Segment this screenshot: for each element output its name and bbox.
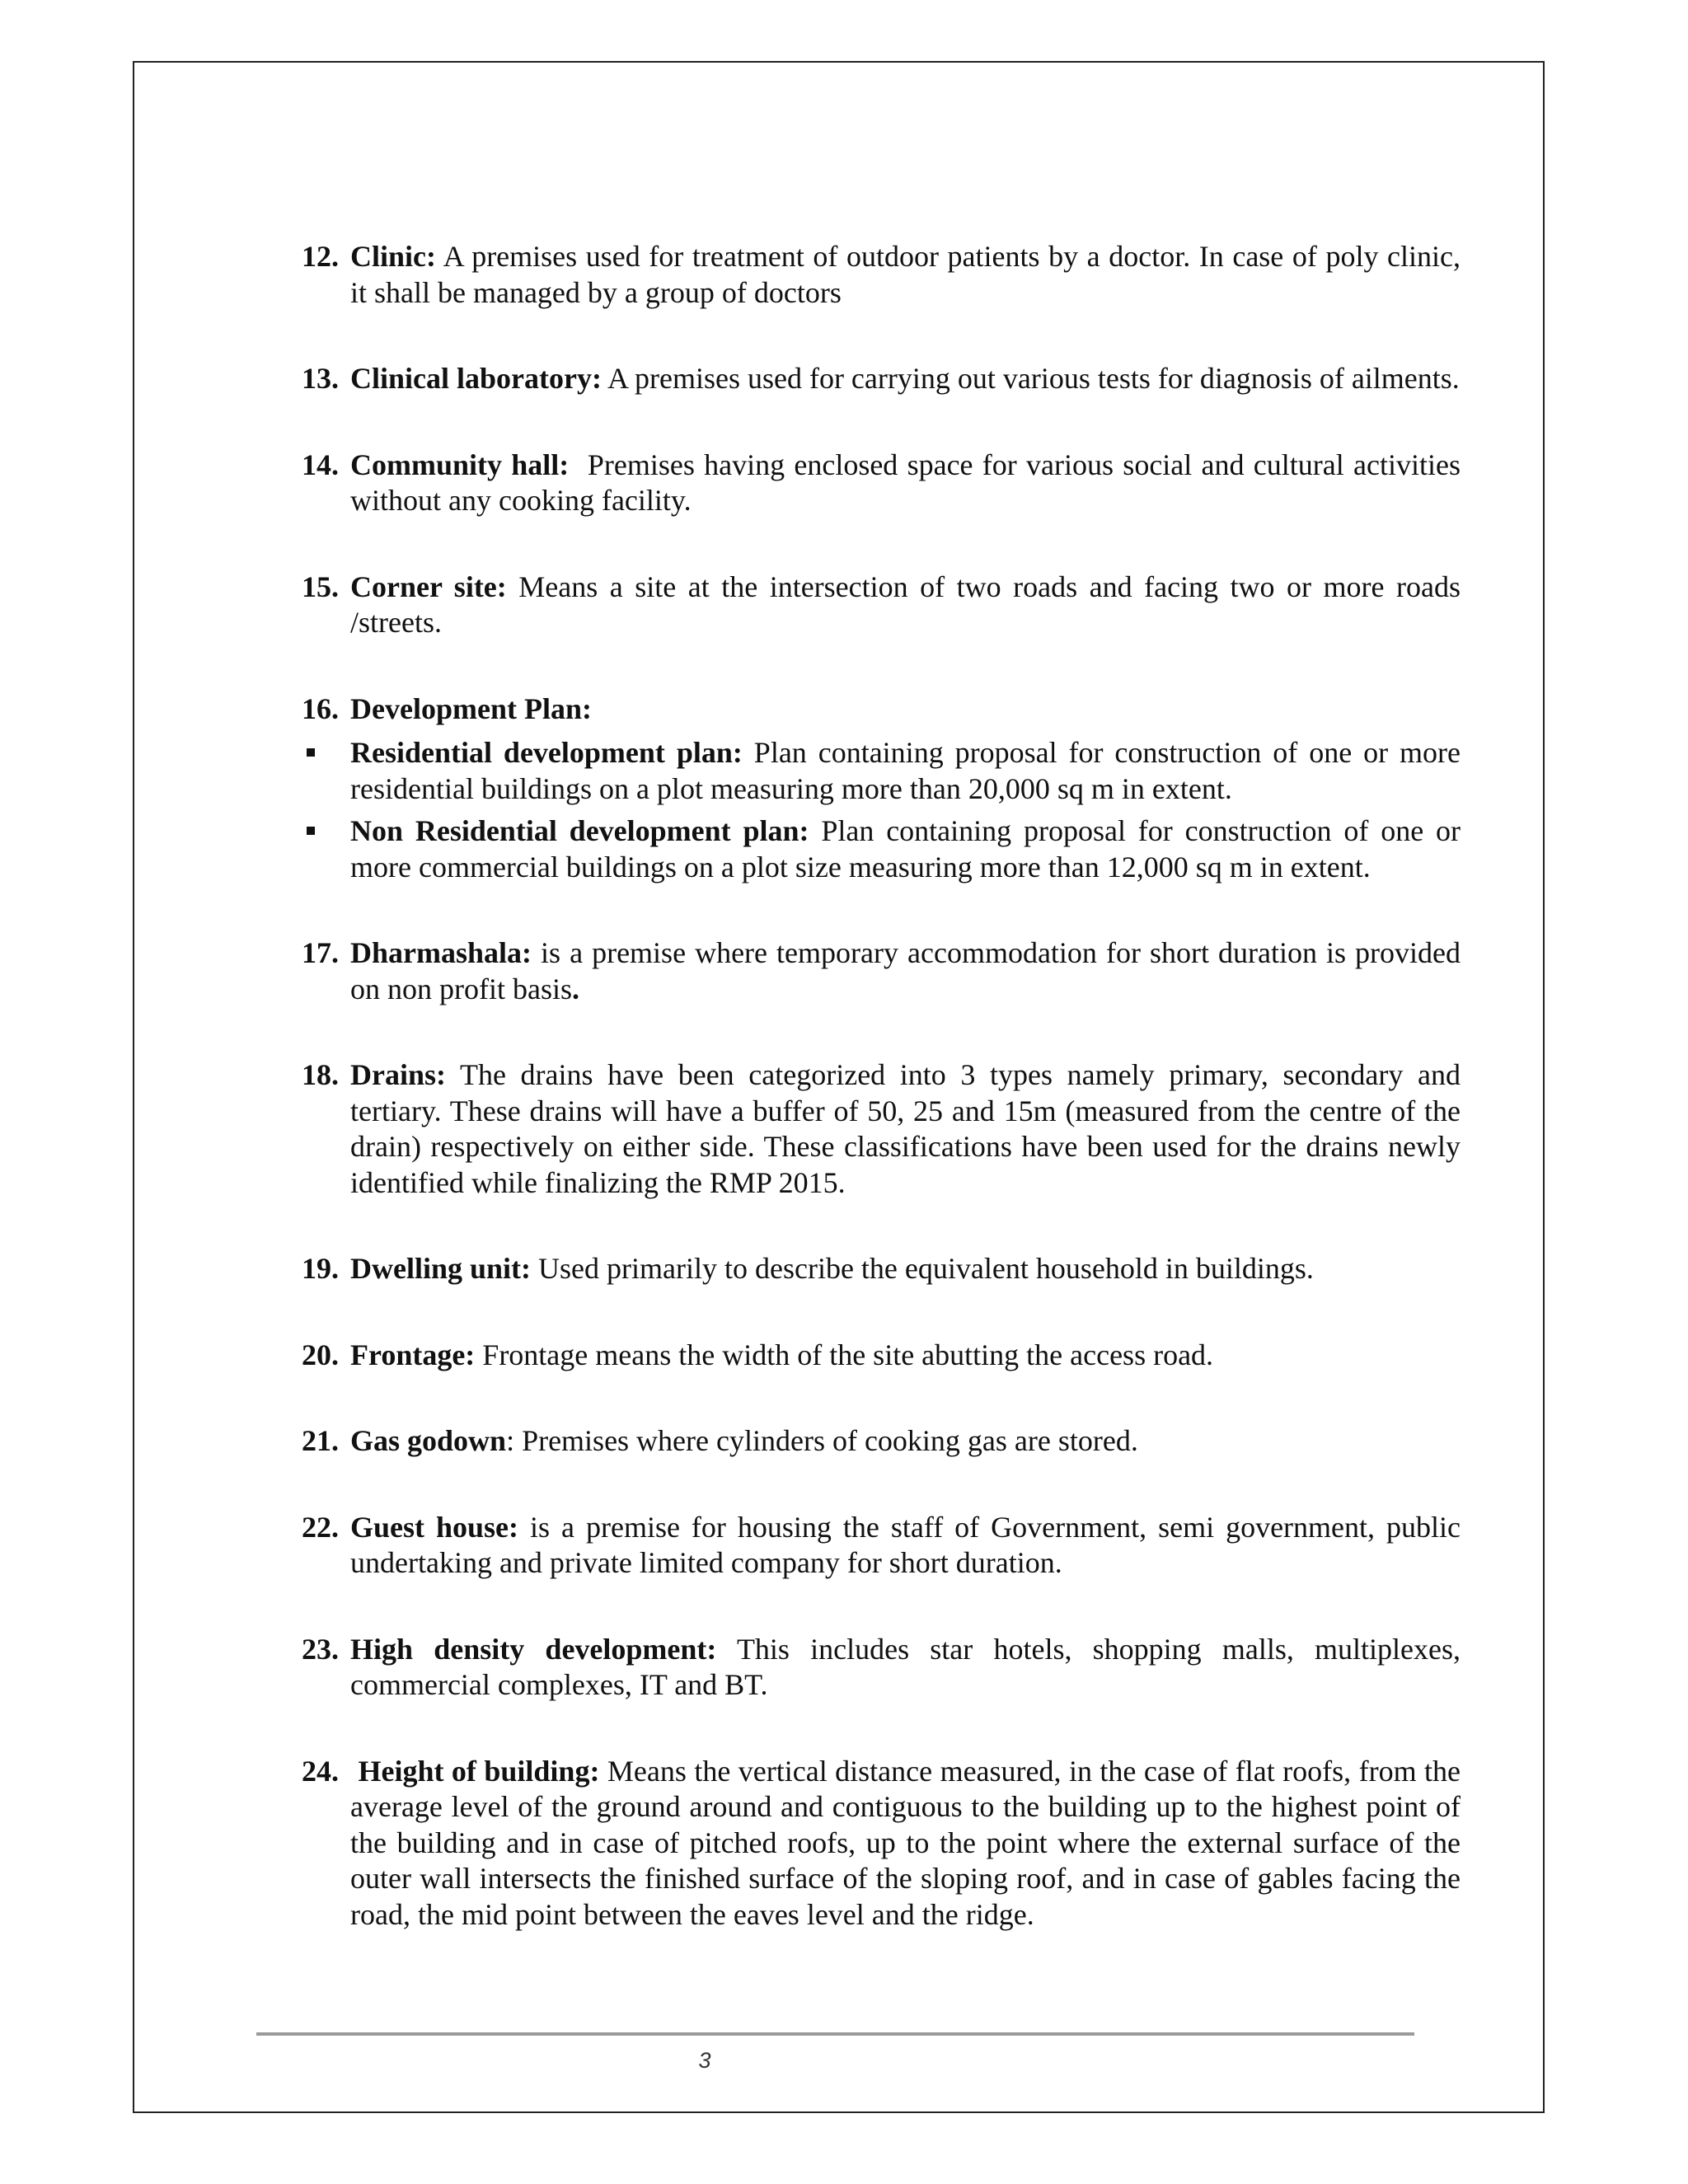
definition-item <box>302 935 1461 1007</box>
bullet-text: Plan containing proposal for construction of one or more residential buildings on a plot measuring more than 20,000 sq m in extent. <box>350 736 1461 805</box>
item-number: 22. <box>302 1510 339 1544</box>
item-term: Community hall: <box>350 448 570 481</box>
definition-item <box>302 1632 1461 1704</box>
item-term: Gas godown <box>350 1424 507 1457</box>
item-number: 13. <box>302 362 339 395</box>
item-term: Clinic: <box>350 240 436 273</box>
definition-item <box>302 1510 1461 1582</box>
definition-item <box>302 1754 1461 1933</box>
item-number: 14. <box>302 448 339 481</box>
item-number: 21. <box>302 1424 339 1457</box>
item-term: Drains: <box>350 1058 446 1091</box>
definition-item-heading <box>302 691 1461 728</box>
bullet-term: Non Residential development plan: <box>350 814 809 847</box>
item-term: Dwelling unit: <box>350 1252 532 1285</box>
item-tail: . <box>571 972 579 1005</box>
item-text: is a premise for housing the staff of Government, semi government, public undertaking and private limited company for short duration. <box>350 1510 1461 1579</box>
item-number: 17. <box>302 936 339 969</box>
item-number: 15. <box>302 569 339 603</box>
item-term: High density development: <box>350 1632 717 1666</box>
item-number: 16. <box>302 691 339 725</box>
definition-item <box>302 569 1461 641</box>
item-term: Frontage: <box>350 1338 476 1371</box>
bullet-text: Plan containing proposal for construction of one or more commercial buildings on a plot size measuring more than 12,000 sq m in extent. <box>350 814 1461 883</box>
item-number: 19. <box>302 1252 339 1285</box>
item-number: 24. <box>302 1754 339 1788</box>
list-item <box>302 735 1461 807</box>
item-text: : Premises where cylinders of cooking gas are stored. <box>506 1424 1138 1457</box>
item-text: Used primarily to describe the equivalent household in buildings. <box>531 1252 1314 1285</box>
item-text: Frontage means the width of the site abutting the access road. <box>475 1338 1214 1371</box>
square-bullet-icon <box>307 827 315 835</box>
item-text: A premises used for carrying out various tests for diagnosis of ailments. <box>601 362 1460 395</box>
item-text: is a premise where temporary accommodation for short duration is provided on non profit basis <box>350 936 1461 1005</box>
item-number: 23. <box>302 1632 339 1666</box>
item-number: 20. <box>302 1338 339 1371</box>
definition-item <box>302 1057 1461 1201</box>
item-text: Means a site at the intersection of two roads and facing two or more roads /streets. <box>350 569 1461 639</box>
item-term: Height of building: <box>358 1754 600 1788</box>
definition-item <box>302 239 1461 311</box>
definition-item <box>302 361 1461 397</box>
page-number: 3 <box>698 2048 711 2073</box>
item-text: A premises used for treatment of outdoor patients by a doctor. In case of poly clinic, it shall be managed by a group of doctors <box>350 240 1461 309</box>
item-term: Clinical laboratory: <box>350 362 602 395</box>
item-number: 18. <box>302 1058 339 1091</box>
document-body <box>302 239 1468 1933</box>
item-term: Development Plan: <box>350 691 592 725</box>
definition-item <box>302 1423 1461 1460</box>
item-text: The drains have been categorized into 3 types namely primary, secondary and tertiary. These drains will have a buffer of 50, 25 and 15m (measured from the centre of the drain) respectively on either side. These classifications have been used for the drains newly identified while finalizing the RMP 2015. <box>350 1058 1461 1199</box>
bullet-term: Residential development plan: <box>350 736 743 769</box>
footer-divider <box>256 2032 1414 2036</box>
definition-item <box>302 1251 1461 1287</box>
item-term: Guest house: <box>350 1510 519 1544</box>
item-term: Dharmashala: <box>350 936 532 969</box>
item-text: Means the vertical distance measured, in the case of flat roofs, from the average level of the ground around and contiguous to the building up to the highest point of the building and in case of pitched roofs, up to the point where the external surface of the outer wall intersects the finished surface of the sloping roof, and in case of gables facing the road, the mid point between the eaves level and the ridge. <box>350 1754 1461 1931</box>
list-item <box>302 813 1461 885</box>
square-bullet-icon <box>307 748 315 757</box>
item-term: Corner site: <box>350 569 507 603</box>
definition-item <box>302 1338 1461 1374</box>
item-text: Premises having enclosed space for various social and cultural activities without any cooking facility. <box>350 448 1468 517</box>
item-text: This includes star hotels, shopping malls, multiplexes, commercial complexes, IT and BT. <box>350 1632 1461 1701</box>
development-plan-list <box>302 735 1461 885</box>
item-number: 12. <box>302 240 339 273</box>
definition-item <box>302 448 1468 519</box>
